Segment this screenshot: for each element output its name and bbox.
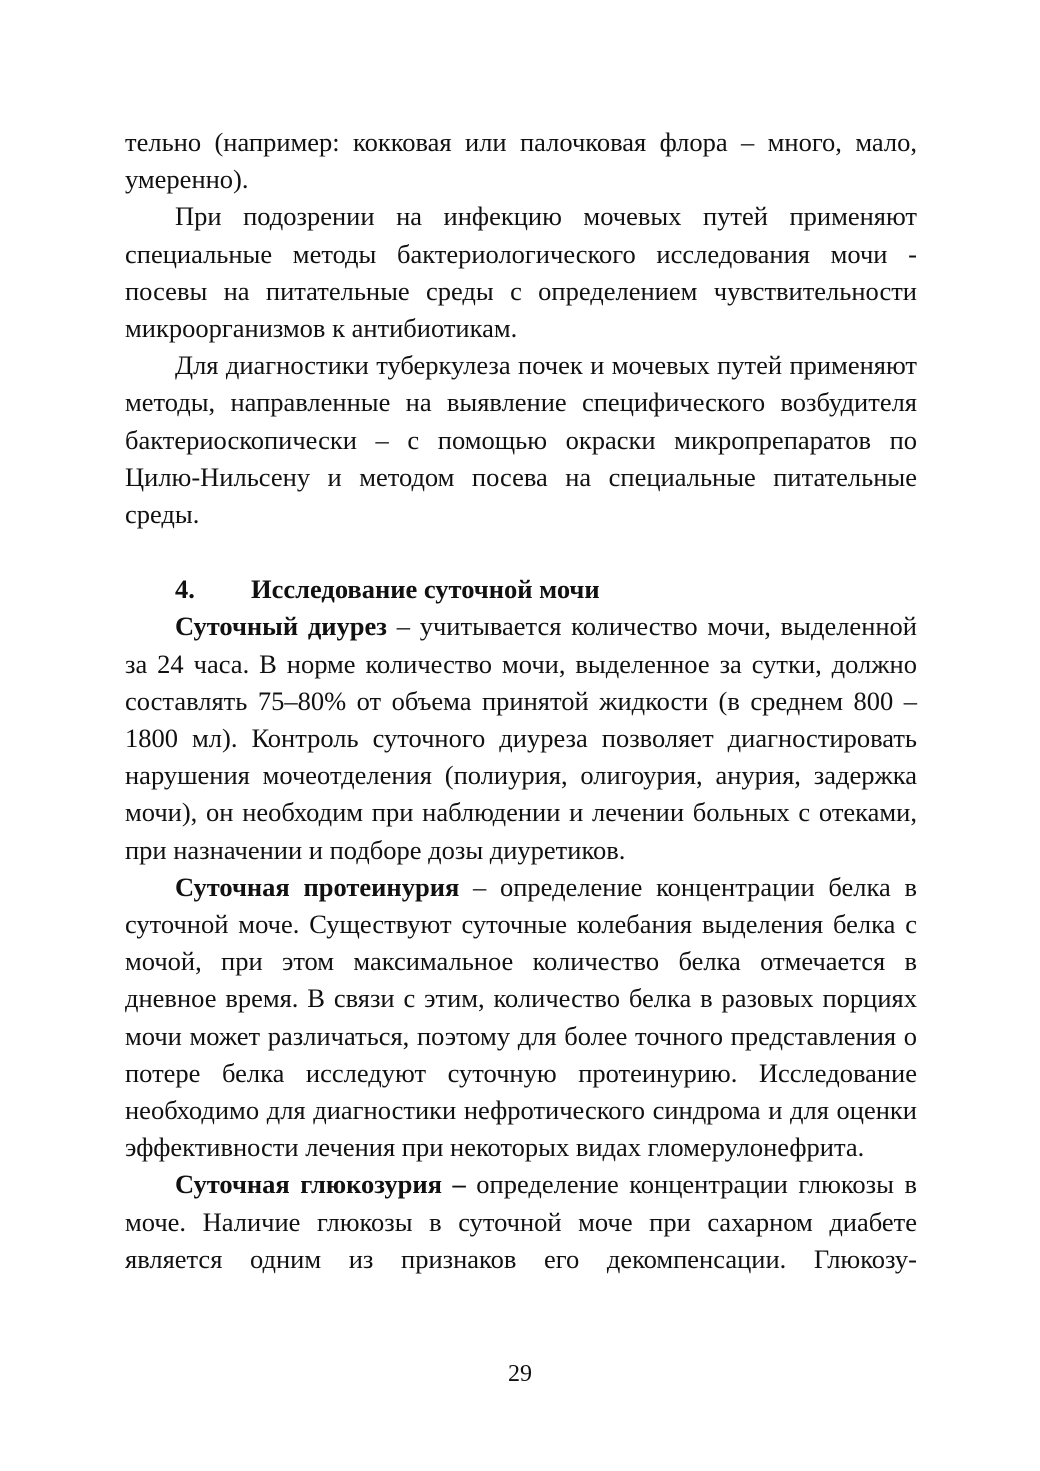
paragraph-diuresis [125,608,917,868]
paragraph-glucosuria [125,1166,917,1278]
definition-glucosuria: определение концентрации глюкозы в моче. Наличие глюкозы в суточной моче при сахарном диабете является одним из признаков его декомпенсации. Глюкозу- [125,1169,918,1274]
definition-diuresis: – учитывается количество мочи, выделенной за 24 часа. В норме количество мочи, выделенное за сутки, должно составлять 75–80% от объема принятой жидкости (в среднем 800 – 1800 мл). Контроль суточного диуреза позволяет диагностировать нарушения мочеотделения (полиурия, олигоурия, анурия, задержка мочи), он необходим при наблюдении и лечении больных с отеками, при назначении и подборе дозы диуретиков. [125,611,917,865]
page-number: 29 [508,1361,532,1387]
term-proteinuria: Суточная протеинурия [175,871,460,902]
section-number: 4. [175,574,195,605]
term-diuresis: Суточный диурез [175,611,387,642]
section-heading [125,533,917,608]
text-column [125,124,917,1278]
paragraph-infection: При подозрении на инфекцию мочевых путей применяют специальные методы бактериологического исследования мочи - посевы на питательные среды с определением чувствительности микроорганизмов к антибиотикам. [125,201,917,344]
paragraph-tuberculosis: Для диагностики туберкулеза почек и мочевых путей применяют методы, направленные на выявление специфического возбудителя бактериоскопически – с помощью окраски микропрепаратов по Цилю-Нильсену и методом посева на специальные питательные среды. [125,350,917,530]
definition-proteinuria: – определение концентрации белка в суточной моче. Существуют суточные колебания выделения белка с мочой, при этом максимальное количество белка отмечается в дневное время. В связи с этим, количество белка в разовых порциях мочи может различаться, поэтому для более точного представления о потере белка исследуют суточную протеинурию. Исследование необходимо для диагностики нефротического синдрома и для оценки эффективности лечения при некоторых видах гломерулонефрита. [125,871,917,1163]
section-title: Исследование суточной мочи [251,574,600,605]
term-glucosuria: Суточная глюкозурия – [175,1169,466,1200]
paragraph-flora: тельно (например: кокковая или палочковая флора – много, мало, умеренно). [125,127,917,195]
paragraph-proteinuria [125,869,917,1167]
